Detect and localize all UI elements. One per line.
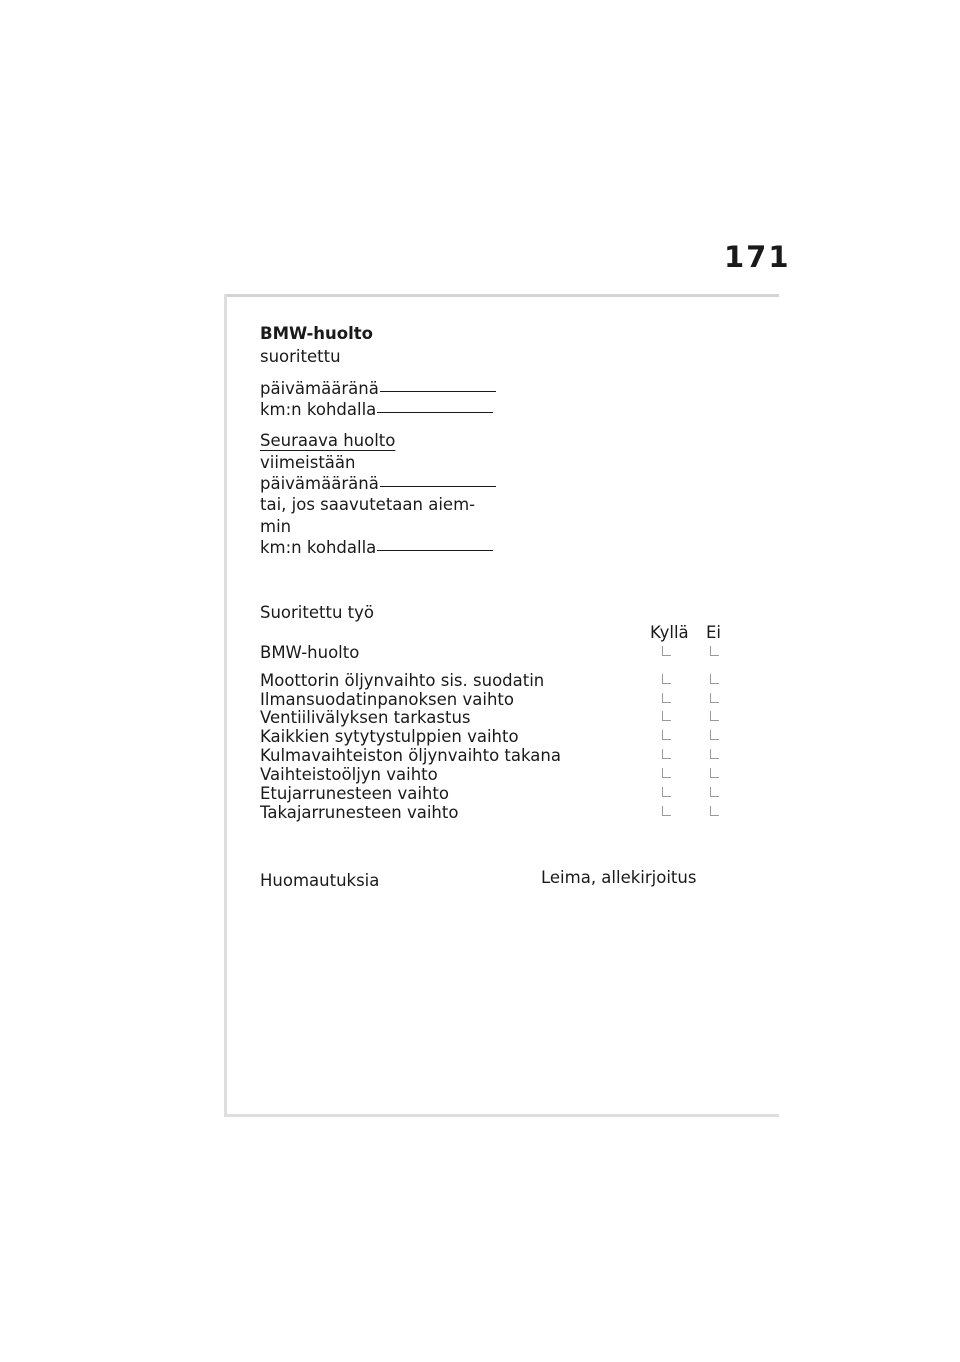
checkbox-no[interactable] xyxy=(710,730,719,740)
work-item: Moottorin öljynvaihto sis. suodatin xyxy=(260,671,545,690)
next-service-or-earlier-2: min xyxy=(260,517,292,536)
service-km-label: km:n kohdalla xyxy=(260,400,377,419)
stamp-signature-label: Leima, allekirjoitus xyxy=(541,868,697,887)
next-service-latest-label: viimeistään xyxy=(260,453,356,472)
service-date-label: päivämääränä xyxy=(260,379,379,398)
work-item: Kaikkien sytytystulppien vaihto xyxy=(260,727,519,746)
service-performed-label: suoritettu xyxy=(260,347,341,366)
work-item: Etujarrunesteen vaihto xyxy=(260,784,449,803)
checkbox-yes[interactable] xyxy=(662,730,671,740)
left-rule xyxy=(224,294,227,1117)
checkbox-yes[interactable] xyxy=(662,806,671,816)
top-rule xyxy=(224,294,779,297)
checkbox-yes[interactable] xyxy=(662,693,671,703)
checkbox-yes[interactable] xyxy=(662,787,671,797)
checkbox-no[interactable] xyxy=(710,646,719,656)
checkbox-yes[interactable] xyxy=(662,646,671,656)
work-item: BMW-huolto xyxy=(260,643,360,662)
checkbox-no[interactable] xyxy=(710,711,719,721)
checkbox-no[interactable] xyxy=(710,768,719,778)
next-service-or-earlier-1: tai, jos saavutetaan aiem- xyxy=(260,495,476,514)
service-date-row xyxy=(260,379,496,398)
next-service-title: Seuraava huolto xyxy=(260,431,396,450)
next-service-km-label: km:n kohdalla xyxy=(260,538,377,557)
checkbox-yes[interactable] xyxy=(662,749,671,759)
work-item: Vaihteistoöljyn vaihto xyxy=(260,765,438,784)
checkbox-no[interactable] xyxy=(710,749,719,759)
next-service-date-field[interactable] xyxy=(380,486,496,487)
service-date-field[interactable] xyxy=(380,391,496,392)
work-item: Ventiilivälyksen tarkastus xyxy=(260,708,471,727)
next-service-km-field[interactable] xyxy=(377,550,493,551)
checkbox-yes[interactable] xyxy=(662,674,671,684)
next-service-km-row xyxy=(260,538,493,557)
no-column-header: Ei xyxy=(706,623,722,642)
yes-column-header: Kyllä xyxy=(650,623,689,642)
work-item: Takajarrunesteen vaihto xyxy=(260,803,459,822)
service-km-field[interactable] xyxy=(377,412,493,413)
checkbox-no[interactable] xyxy=(710,787,719,797)
bottom-rule xyxy=(224,1114,779,1117)
page-number: 171 xyxy=(724,240,791,274)
notes-label: Huomautuksia xyxy=(260,871,380,890)
checkbox-no[interactable] xyxy=(710,674,719,684)
checkbox-yes[interactable] xyxy=(662,768,671,778)
service-km-row xyxy=(260,400,493,419)
next-service-date-row xyxy=(260,474,496,493)
checkbox-no[interactable] xyxy=(710,693,719,703)
work-item: Ilmansuodatinpanoksen vaihto xyxy=(260,690,514,709)
work-item: Kulmavaihteiston öljynvaihto takana xyxy=(260,746,561,765)
service-title: BMW-huolto xyxy=(260,324,374,343)
checkbox-yes[interactable] xyxy=(662,711,671,721)
work-title: Suoritettu työ xyxy=(260,603,374,622)
next-service-date-label: päivämääränä xyxy=(260,474,379,493)
checkbox-no[interactable] xyxy=(710,806,719,816)
